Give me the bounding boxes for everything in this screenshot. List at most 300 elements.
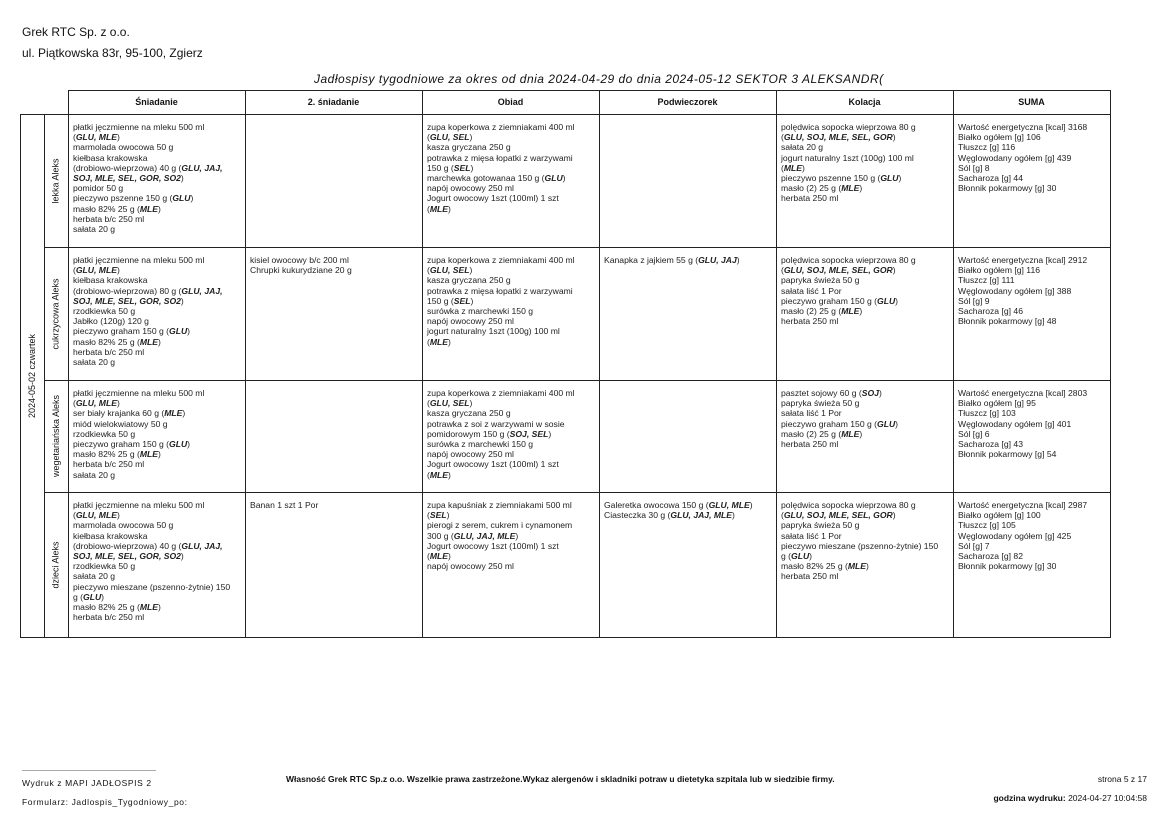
- diet-label: dzieci Aleks: [51, 541, 61, 589]
- allergen-codes: GLU: [877, 295, 896, 306]
- cell-line: [427, 337, 594, 347]
- cell-line: [73, 612, 240, 622]
- cell-text: napój owocowy 250 ml: [427, 183, 514, 194]
- cell-text: ): [562, 173, 566, 184]
- diet-label: lekka Aleks: [51, 157, 61, 204]
- cell-text: napój owocowy 250 ml: [427, 561, 514, 572]
- cell-text: ): [180, 173, 184, 184]
- cell-text: sałata 20 g: [781, 142, 824, 153]
- company-address: ul. Piątkowska 83r, 95-100, Zgierz: [22, 46, 203, 60]
- cell-text: ): [187, 439, 191, 450]
- cell-text: kisiel owocowy b/c 200 ml: [250, 255, 349, 265]
- cell-text: płatki jęczmienne na mleku 500 ml: [73, 255, 205, 265]
- cell-text: ): [116, 132, 120, 143]
- cell-text: sałata liść 1 Por: [781, 408, 842, 419]
- cell-text: (: [427, 265, 430, 276]
- cell-text: Tłuszcz [g] 111: [958, 275, 1015, 286]
- cell-line: [427, 429, 594, 439]
- allergen-codes: GLU: [880, 173, 899, 184]
- cell-text: ): [866, 561, 869, 572]
- cell-line: [781, 439, 948, 449]
- allergen-codes: GLU, SEL: [429, 132, 470, 143]
- cell-line: [604, 255, 771, 265]
- cell-text: herbata b/c 250 ml: [73, 459, 145, 470]
- cell-text: herbata 250 ml: [781, 571, 839, 582]
- cell-text: herbata 250 ml: [781, 193, 839, 204]
- kolacja-cell: [776, 380, 953, 492]
- cell-line: [427, 541, 594, 551]
- cell-line: [427, 296, 594, 306]
- column-header-kolacja: Kolacja: [848, 97, 881, 107]
- cell-text: ): [878, 388, 882, 398]
- cell-line: [958, 142, 1105, 152]
- cell-text: (: [73, 265, 76, 276]
- cell-line: [73, 510, 240, 520]
- cell-text: pieczywo mieszane (pszenno-żytnie) 150: [781, 540, 939, 551]
- print-time: [993, 793, 1147, 803]
- company-info: [22, 22, 203, 64]
- column-header-sniadanie: Śniadanie: [135, 97, 178, 107]
- cell-text: herbata b/c 250 ml: [73, 213, 145, 224]
- cell-line: [73, 265, 240, 275]
- grid-line-horizontal: [44, 492, 1110, 493]
- cell-line: [958, 296, 1105, 306]
- cell-line: [781, 183, 948, 193]
- cell-text: ): [158, 449, 161, 460]
- cell-line: [781, 429, 948, 439]
- cell-text: masło (2) 25 g (: [781, 183, 842, 194]
- allergen-codes: SOJ: [861, 388, 879, 398]
- kolacja-cell: [776, 114, 953, 247]
- cell-line: [958, 306, 1105, 316]
- allergen-codes: GLU, MLE: [75, 132, 117, 143]
- allergen-codes: SEL: [429, 510, 447, 521]
- cell-line: [73, 602, 240, 612]
- drugie-sniadanie-cell: [245, 247, 422, 380]
- allergen-codes: GLU, JAJ,: [181, 540, 223, 551]
- cell-text: (drobiowo-wieprzowa) 40 g (: [73, 540, 182, 551]
- print-time-label: godzina wydruku:: [993, 793, 1066, 803]
- cell-text: Sacharoza [g] 43: [958, 439, 1023, 450]
- cell-line: [958, 408, 1105, 418]
- cell-line: [781, 551, 948, 561]
- cell-line: [781, 142, 948, 152]
- cell-line: [73, 439, 240, 449]
- cell-text: (: [427, 510, 430, 521]
- cell-line: [427, 510, 594, 520]
- cell-line: [250, 500, 417, 510]
- cell-text: polędwica sopocka wieprzowa 80 g: [781, 500, 916, 510]
- grid-line-vertical: [68, 90, 69, 638]
- allergen-codes: MLE: [429, 336, 449, 347]
- allergen-codes: SOJ, MLE, SEL, GOR, SO2: [73, 551, 181, 562]
- cell-line: [427, 173, 594, 183]
- grid-line-vertical: [776, 90, 777, 638]
- document-title: Jadłospisy tygodniowe za okres od dnia 2024-04-29 do dnia 2024-05-12 SEKTOR 3 ALEKSANDR(: [314, 72, 884, 86]
- cell-line: [250, 265, 417, 275]
- allergen-codes: GLU, MLE: [75, 510, 117, 521]
- sniadanie-cell: [68, 114, 245, 247]
- allergen-codes: GLU, JAJ, MLE: [670, 510, 733, 521]
- cell-text: jogurt naturalny 1szt (100g) 100 ml: [781, 152, 914, 163]
- cell-line: [958, 275, 1105, 285]
- cell-text: ): [895, 295, 899, 306]
- cell-line: [958, 429, 1105, 439]
- cell-text: kiełbasa krakowska: [73, 530, 148, 541]
- obiad-cell: [422, 492, 599, 638]
- footer-divider: [22, 770, 156, 771]
- cell-text: herbata b/c 250 ml: [73, 612, 145, 623]
- cell-text: ): [732, 510, 735, 521]
- column-header-obiad: Obiad: [497, 97, 524, 107]
- cell-line: [73, 193, 240, 203]
- cell-text: 150 g (: [427, 162, 454, 173]
- allergen-codes: MLE: [841, 306, 860, 317]
- cell-line: [427, 326, 594, 336]
- cell-line: [958, 531, 1105, 541]
- cell-text: jogurt naturalny 1szt (100g) 100 ml: [427, 326, 560, 337]
- cell-text: Błonnik pokarmowy [g] 54: [958, 449, 1057, 460]
- cell-text: masło 82% 25 g (: [73, 336, 140, 347]
- cell-text: Sacharoza [g] 82: [958, 551, 1023, 562]
- cell-text: g (: [781, 551, 792, 562]
- cell-line: [781, 510, 948, 520]
- cell-line: [427, 153, 594, 163]
- cell-text: Błonnik pokarmowy [g] 30: [958, 183, 1057, 194]
- allergen-codes: GLU: [877, 418, 896, 429]
- suma-cell: [953, 492, 1110, 638]
- allergen-codes: MLE: [139, 336, 159, 347]
- cell-line: [781, 531, 948, 541]
- cell-line: [781, 500, 948, 510]
- cell-line: [781, 561, 948, 571]
- cell-line: [604, 510, 771, 520]
- cell-text: rzodkiewka 50 g: [73, 306, 136, 317]
- cell-text: pieczywo graham 150 g (: [73, 439, 170, 450]
- cell-text: papryka świeża 50 g: [781, 520, 860, 531]
- cell-text: sałata 20 g: [73, 357, 116, 368]
- cell-line: [781, 541, 948, 551]
- cell-text: Jogurt owocowy 1szt (100ml) 1 szt: [427, 193, 559, 204]
- cell-line: [427, 122, 594, 132]
- cell-line: [958, 439, 1105, 449]
- grid-line-vertical: [245, 90, 246, 638]
- cell-text: Węglowodany ogółem [g] 425: [958, 530, 1072, 541]
- footer-rights: Własność Grek RTC Sp.z o.o. Wszelkie prawa zastrzeżone.Wykaz alergenów i skladniki potraw u dietetyka szpitala lub w siedzibie firmy.: [286, 774, 835, 784]
- cell-line: [781, 571, 948, 581]
- cell-text: pieczywo pszenne 150 g (: [73, 193, 173, 204]
- allergen-codes: GLU, JAJ,: [181, 285, 223, 296]
- cell-line: [958, 510, 1105, 520]
- grid-line-vertical: [953, 90, 954, 638]
- cell-line: [427, 520, 594, 530]
- cell-text: pieczywo mieszane (pszenno-żytnie) 150: [73, 581, 231, 592]
- drugie-sniadanie-cell: [245, 492, 422, 638]
- cell-text: ): [469, 132, 473, 143]
- cell-text: Tłuszcz [g] 105: [958, 520, 1016, 531]
- allergen-codes: GLU, SOJ, MLE, SEL, GOR: [783, 265, 893, 276]
- sniadanie-cell: [68, 247, 245, 380]
- cell-line: [427, 449, 594, 459]
- grid-line-horizontal: [44, 380, 1110, 381]
- cell-text: herbata b/c 250 ml: [73, 346, 145, 357]
- cell-text: Sacharoza [g] 46: [958, 306, 1023, 317]
- print-time-value: 2024-04-27 10:04:58: [1068, 793, 1147, 803]
- cell-text: sałata liść 1 Por: [781, 285, 842, 296]
- cell-text: Ciasteczka 30 g (: [604, 510, 671, 521]
- cell-line: [427, 500, 594, 510]
- cell-text: marmolada owocowa 50 g: [73, 520, 174, 531]
- cell-text: surówka z marchewki 150 g: [427, 439, 534, 450]
- cell-text: pieczywo graham 150 g (: [73, 326, 170, 337]
- cell-line: [73, 408, 240, 418]
- company-name: Grek RTC Sp. z o.o.: [22, 25, 130, 39]
- cell-text: ): [116, 398, 120, 409]
- cell-line: [73, 122, 240, 132]
- cell-line: [73, 153, 240, 163]
- cell-line: [958, 520, 1105, 530]
- cell-line: [73, 163, 240, 173]
- cell-line: [781, 296, 948, 306]
- cell-line: [73, 419, 240, 429]
- cell-text: ): [158, 336, 161, 347]
- cell-text: pierogi z serem, cukrem i cynamonem: [427, 520, 573, 531]
- cell-text: (: [427, 203, 430, 214]
- cell-text: napój owocowy 250 ml: [427, 316, 514, 327]
- cell-line: [781, 316, 948, 326]
- cell-text: 300 g (: [427, 530, 454, 541]
- cell-text: ): [448, 469, 451, 480]
- cell-text: ): [470, 162, 474, 173]
- allergen-codes: MLE: [783, 162, 803, 173]
- cell-line: [958, 132, 1105, 142]
- allergen-codes: GLU, MLE: [75, 265, 117, 276]
- allergen-codes: SEL: [453, 295, 471, 306]
- cell-line: [958, 398, 1105, 408]
- cell-line: [73, 275, 240, 285]
- cell-text: Kanapka z jajkiem 55 g (: [604, 255, 699, 265]
- cell-text: Jogurt owocowy 1szt (100ml) 1 szt: [427, 540, 559, 551]
- column-header-drugie-sniadanie: 2. śniadanie: [307, 97, 360, 107]
- cell-text: ): [802, 162, 805, 173]
- cell-text: (: [73, 510, 76, 521]
- cell-line: [427, 531, 594, 541]
- cell-text: ): [101, 591, 105, 602]
- cell-text: ): [187, 326, 191, 337]
- cell-text: kasza gryczana 250 g: [427, 408, 511, 419]
- diet-label: cukrzycowa Aleks: [51, 277, 61, 350]
- cell-text: ): [895, 418, 899, 429]
- cell-text: Węglowodany ogółem [g] 388: [958, 285, 1072, 296]
- cell-line: [958, 122, 1105, 132]
- cell-line: [958, 286, 1105, 296]
- cell-text: (: [73, 132, 76, 143]
- cell-text: ): [446, 510, 450, 521]
- cell-line: [781, 173, 948, 183]
- cell-text: ): [116, 510, 120, 521]
- cell-text: (: [427, 398, 430, 409]
- cell-text: Białko ogółem [g] 116: [958, 265, 1041, 276]
- allergen-codes: SOJ, MLE, SEL, GOR, SO2: [73, 173, 181, 184]
- grid-line-horizontal: [20, 637, 1110, 638]
- page-number: strona 5 z 17: [1097, 774, 1147, 784]
- cell-text: Jogurt owocowy 1szt (100ml) 1 szt: [427, 459, 559, 470]
- cell-text: ): [809, 551, 813, 562]
- allergen-codes: GLU, JAJ,: [181, 162, 223, 173]
- cell-text: Sól [g] 7: [958, 540, 990, 551]
- cell-line: [781, 163, 948, 173]
- cell-text: Sól [g] 6: [958, 428, 990, 439]
- cell-text: (drobiowo-wieprzowa) 80 g (: [73, 285, 182, 296]
- suma-cell: [953, 247, 1110, 380]
- cell-line: [73, 561, 240, 571]
- cell-text: ): [892, 510, 896, 521]
- allergen-codes: GLU, SEL: [429, 398, 470, 409]
- cell-line: [958, 500, 1105, 510]
- allergen-codes: MLE: [139, 602, 159, 613]
- cell-text: herbata 250 ml: [781, 316, 839, 327]
- cell-text: (: [427, 551, 430, 562]
- allergen-codes: MLE: [429, 469, 449, 480]
- cell-line: [73, 132, 240, 142]
- cell-line: [73, 347, 240, 357]
- cell-text: napój owocowy 250 ml: [427, 449, 514, 460]
- cell-line: [73, 582, 240, 592]
- suma-cell: [953, 380, 1110, 492]
- cell-text: (: [781, 132, 784, 143]
- cell-text: marchewka gotowanaa 150 g (: [427, 173, 545, 184]
- cell-text: Banan 1 szt 1 Por: [250, 500, 319, 510]
- allergen-codes: GLU, SOJ, MLE, SEL, GOR: [783, 132, 893, 143]
- cell-text: ): [859, 428, 863, 439]
- allergen-codes: GLU, MLE: [75, 398, 117, 409]
- cell-line: [427, 306, 594, 316]
- cell-line: [781, 520, 948, 530]
- cell-line: [427, 439, 594, 449]
- date-label: 2024-05-02 czwartek: [27, 333, 38, 419]
- cell-text: ser biały krajanka 60 g (: [73, 408, 165, 419]
- cell-line: [958, 163, 1105, 173]
- cell-text: potrawka z mięsa łopatki z warzywami: [427, 285, 573, 296]
- cell-line: [73, 531, 240, 541]
- cell-line: [73, 142, 240, 152]
- cell-text: ): [116, 265, 120, 276]
- allergen-codes: GLU: [544, 173, 563, 184]
- cell-line: [958, 541, 1105, 551]
- cell-text: ): [190, 193, 194, 204]
- cell-line: [73, 326, 240, 336]
- cell-line: [73, 183, 240, 193]
- cell-line: [781, 193, 948, 203]
- column-header-suma: SUMA: [1018, 97, 1045, 107]
- cell-text: ): [892, 265, 896, 276]
- cell-line: [427, 470, 594, 480]
- cell-line: [427, 193, 594, 203]
- cell-text: masło 82% 25 g (: [73, 449, 140, 460]
- cell-line: [427, 132, 594, 142]
- cell-text: Tłuszcz [g] 116: [958, 142, 1016, 153]
- sniadanie-cell: [68, 492, 245, 638]
- cell-text: (: [781, 265, 784, 276]
- diet-label: wegetariańska Aleks: [51, 394, 62, 478]
- cell-text: Wartość energetyczna [kcal] 3168: [958, 122, 1088, 132]
- kolacja-cell: [776, 247, 953, 380]
- grid-line-vertical: [1110, 90, 1111, 638]
- cell-text: Sól [g] 9: [958, 295, 990, 306]
- cell-text: herbata 250 ml: [781, 439, 839, 450]
- cell-text: Błonnik pokarmowy [g] 48: [958, 316, 1057, 327]
- cell-line: [73, 592, 240, 602]
- cell-text: (: [73, 398, 76, 409]
- cell-text: Błonnik pokarmowy [g] 30: [958, 561, 1057, 572]
- cell-text: ): [448, 551, 451, 562]
- cell-text: polędwica sopocka wieprzowa 80 g: [781, 255, 916, 265]
- cell-text: potrawka z soi z warzywami w sosie: [427, 418, 565, 429]
- cell-line: [427, 163, 594, 173]
- cell-text: papryka świeża 50 g: [781, 398, 860, 409]
- cell-line: [427, 398, 594, 408]
- cell-text: zupa koperkowa z ziemniakami 400 ml: [427, 255, 575, 265]
- cell-line: [781, 132, 948, 142]
- cell-line: [958, 255, 1105, 265]
- cell-text: ): [749, 500, 753, 510]
- cell-text: ): [470, 295, 474, 306]
- cell-line: [427, 419, 594, 429]
- cell-text: ): [898, 173, 902, 184]
- cell-line: [427, 142, 594, 152]
- obiad-cell: [422, 114, 599, 247]
- cell-line: [958, 551, 1105, 561]
- allergen-codes: GLU: [169, 439, 188, 450]
- allergen-codes: MLE: [847, 561, 867, 572]
- diet-cell: [44, 380, 68, 492]
- allergen-codes: GLU, SEL: [429, 265, 470, 276]
- cell-line: [73, 286, 240, 296]
- cell-line: [427, 183, 594, 193]
- cell-line: [73, 296, 240, 306]
- allergen-codes: MLE: [841, 183, 860, 194]
- drugie-sniadanie-cell: [245, 380, 422, 492]
- footer-form: Formularz: Jadlospis_Tygodniowy_po:: [22, 797, 188, 807]
- allergen-codes: MLE: [429, 203, 449, 214]
- cell-line: [427, 255, 594, 265]
- cell-line: [73, 429, 240, 439]
- cell-text: masło 82% 25 g (: [73, 203, 140, 214]
- podwieczorek-cell: [599, 380, 776, 492]
- allergen-codes: MLE: [429, 551, 449, 562]
- cell-text: rzodkiewka 50 g: [73, 428, 136, 439]
- cell-line: [427, 388, 594, 398]
- cell-text: Wartość energetyczna [kcal] 2803: [958, 388, 1088, 398]
- cell-line: [958, 561, 1105, 571]
- allergen-codes: GLU: [172, 193, 191, 204]
- cell-text: Węglowodany ogółem [g] 401: [958, 418, 1072, 429]
- cell-line: [73, 571, 240, 581]
- cell-text: ): [448, 336, 451, 347]
- cell-text: (: [427, 469, 430, 480]
- cell-text: płatki jęczmienne na mleku 500 ml: [73, 122, 205, 132]
- cell-text: Chrupki kukurydziane 20 g: [250, 265, 352, 276]
- cell-line: [73, 255, 240, 265]
- cell-text: sałata liść 1 Por: [781, 530, 842, 541]
- cell-text: ): [515, 530, 519, 541]
- grid-line-vertical: [20, 114, 21, 638]
- allergen-codes: GLU, SOJ, MLE, SEL, GOR: [783, 510, 893, 521]
- grid-line-vertical: [599, 90, 600, 638]
- allergen-codes: MLE: [841, 428, 860, 439]
- cell-text: pieczywo graham 150 g (: [781, 418, 878, 429]
- cell-text: ): [182, 408, 186, 419]
